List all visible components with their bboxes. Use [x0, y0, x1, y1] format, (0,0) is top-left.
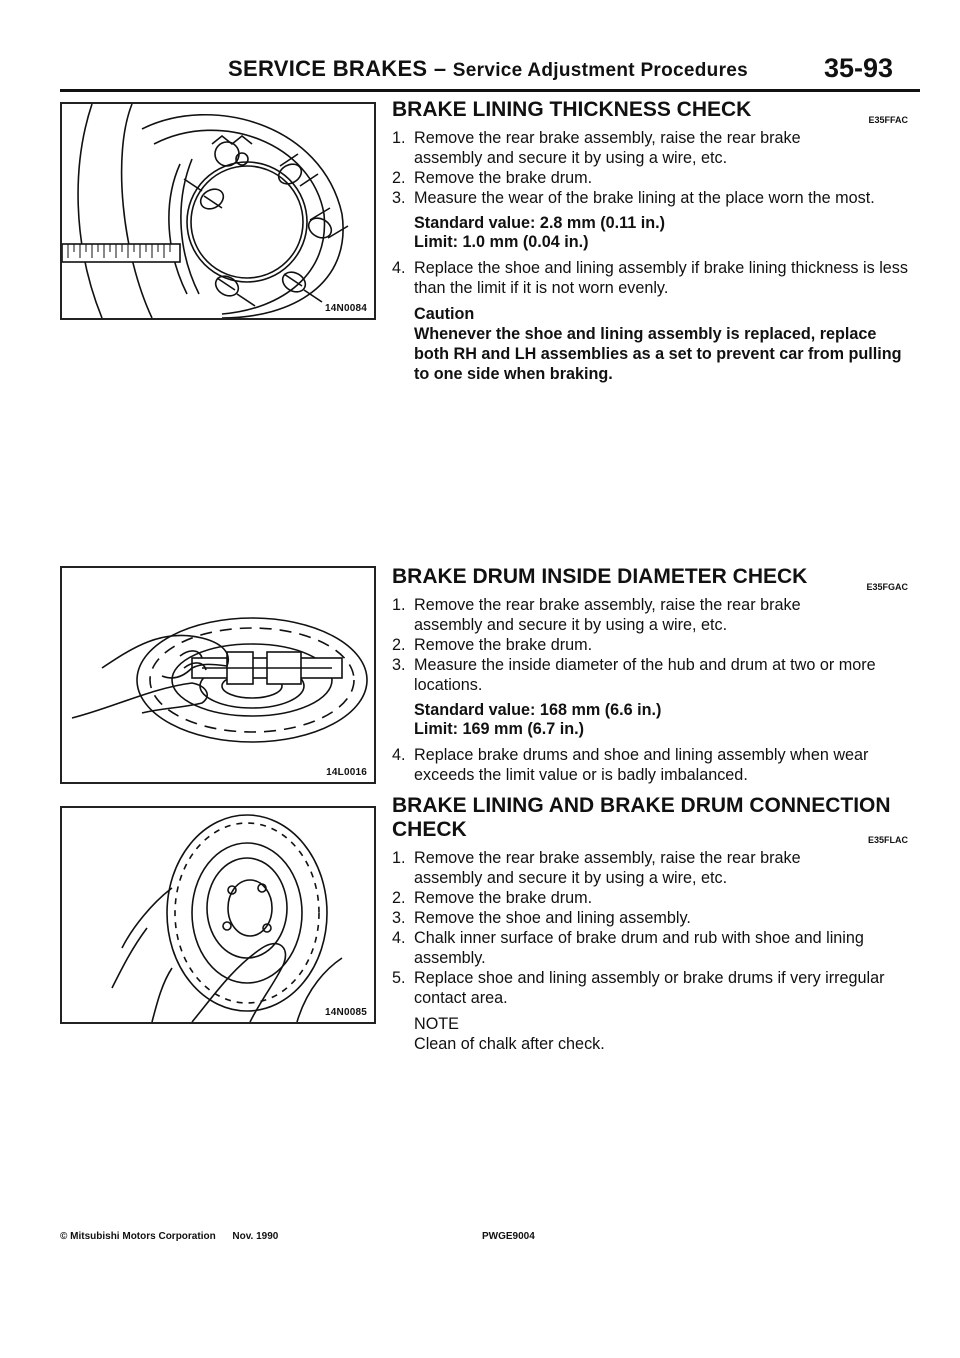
caution-text: Whenever the shoe and lining assembly is replaced, replace both RH and LH assemblies as a set to prevent car from pulling to one side when braking.: [414, 325, 902, 383]
step-number: 4.: [392, 259, 406, 277]
page-number: 35-93: [824, 53, 894, 83]
step-text: Remove the rear brake assembly, raise the rear brake assembly and secure it by using a wire, etc.: [414, 849, 801, 887]
step-text: Measure the wear of the brake lining at the place worn the most.: [414, 189, 875, 207]
steps-list: [392, 848, 912, 1008]
section-title: [392, 565, 912, 592]
list-item: [392, 908, 912, 928]
header-rule: [60, 89, 920, 92]
list-item: [392, 848, 912, 888]
step-number: 3.: [392, 909, 406, 927]
spec-block: [392, 214, 912, 252]
list-item: [392, 635, 912, 655]
section-heading-text: CHECK: [392, 818, 467, 841]
publish-date: Nov. 1990: [232, 1231, 279, 1242]
step-text: Remove the brake drum.: [414, 889, 593, 907]
section-code: E35FFAC: [868, 115, 908, 125]
step-number: 3.: [392, 189, 406, 207]
figure-code: 14N0085: [325, 1007, 367, 1018]
caution-title: Caution: [414, 305, 475, 323]
note-title: NOTE: [414, 1015, 459, 1033]
step-text: Replace the shoe and lining assembly if brake lining thickness is less than the limit if it is not worn evenly.: [414, 259, 908, 297]
section-heading: BRAKE DRUM INSIDE DIAMETER CHECK: [392, 565, 808, 588]
section-subtitle: Service Adjustment Procedures: [452, 60, 749, 81]
brake-lining-measurement-illustration: [62, 104, 374, 318]
page-header: [228, 56, 748, 82]
list-item: [392, 655, 912, 695]
note-text: Clean of chalk after check.: [414, 1035, 605, 1053]
step-text: Replace shoe and lining assembly or brake drums if very irregular contact area.: [414, 969, 885, 1007]
doc-code: PWGE9004: [482, 1231, 535, 1242]
step-text: Replace brake drums and shoe and lining assembly when wear exceeds the limit value or is badly imbalanced.: [414, 746, 869, 784]
steps-list: [392, 595, 912, 695]
step-number: 1.: [392, 849, 406, 867]
list-item: [392, 168, 912, 188]
figure-drum-diameter: [60, 566, 376, 784]
section-code: E35FGAC: [866, 582, 908, 592]
header-dash: –: [433, 56, 447, 81]
list-item: [392, 595, 912, 635]
list-item: [392, 745, 912, 785]
figure-lining-measurement: [60, 102, 376, 320]
section-drum-diameter: [392, 565, 912, 785]
step-number: 4.: [392, 929, 406, 947]
section-title: [392, 794, 912, 845]
step-text: Remove the brake drum.: [414, 636, 593, 654]
step-text: Remove the shoe and lining assembly.: [414, 909, 691, 927]
brake-drum-chalk-illustration: [62, 808, 374, 1022]
standard-value: Standard value: 2.8 mm (0.11 in.): [414, 214, 665, 232]
list-item: [392, 888, 912, 908]
step-text: Remove the brake drum.: [414, 169, 593, 187]
section-heading: BRAKE LINING AND BRAKE DRUM CONNECTION: [392, 794, 891, 817]
step-number: 2.: [392, 889, 406, 907]
section-code: E35FLAC: [867, 835, 908, 845]
footer-left: [60, 1231, 278, 1242]
steps-list: [392, 128, 912, 208]
list-item: [392, 968, 912, 1008]
list-item: [392, 188, 912, 208]
step-text: Remove the rear brake assembly, raise the rear brake assembly and secure it by using a wire, etc.: [414, 596, 801, 634]
step-number: 4.: [392, 746, 406, 764]
step-text: Chalk inner surface of brake drum and rub with shoe and lining assembly.: [414, 929, 864, 967]
spec-block: [392, 701, 912, 739]
step-number: 3.: [392, 656, 406, 674]
standard-value: Standard value: 168 mm (6.6 in.): [414, 701, 662, 719]
caution-block: [392, 304, 912, 384]
list-item: [392, 928, 912, 968]
step-number: 1.: [392, 129, 406, 147]
limit-value: Limit: 1.0 mm (0.04 in.): [414, 233, 589, 251]
step-text: Measure the inside diameter of the hub and drum at two or more locations.: [414, 656, 876, 694]
step-number: 2.: [392, 636, 406, 654]
steps-list: [392, 258, 912, 298]
section-title: [392, 98, 912, 125]
step-number: 5.: [392, 969, 406, 987]
section-heading-line2: [392, 818, 912, 845]
figure-drum-connection: [60, 806, 376, 1024]
figure-code: 14L0016: [326, 767, 367, 778]
step-number: 1.: [392, 596, 406, 614]
list-item: [392, 128, 912, 168]
section-title: SERVICE BRAKES: [228, 56, 428, 81]
section-lining-thickness: [392, 98, 912, 384]
brake-drum-caliper-illustration: [62, 568, 374, 782]
section-drum-connection: [392, 794, 912, 1054]
steps-list: [392, 745, 912, 785]
step-text: Remove the rear brake assembly, raise the rear brake assembly and secure it by using a wire, etc.: [414, 129, 801, 167]
list-item: [392, 258, 912, 298]
step-number: 2.: [392, 169, 406, 187]
copyright: © Mitsubishi Motors Corporation: [60, 1231, 216, 1242]
note-block: [392, 1014, 912, 1054]
figure-code: 14N0084: [325, 303, 367, 314]
limit-value: Limit: 169 mm (6.7 in.): [414, 720, 585, 738]
section-heading: BRAKE LINING THICKNESS CHECK: [392, 98, 752, 121]
